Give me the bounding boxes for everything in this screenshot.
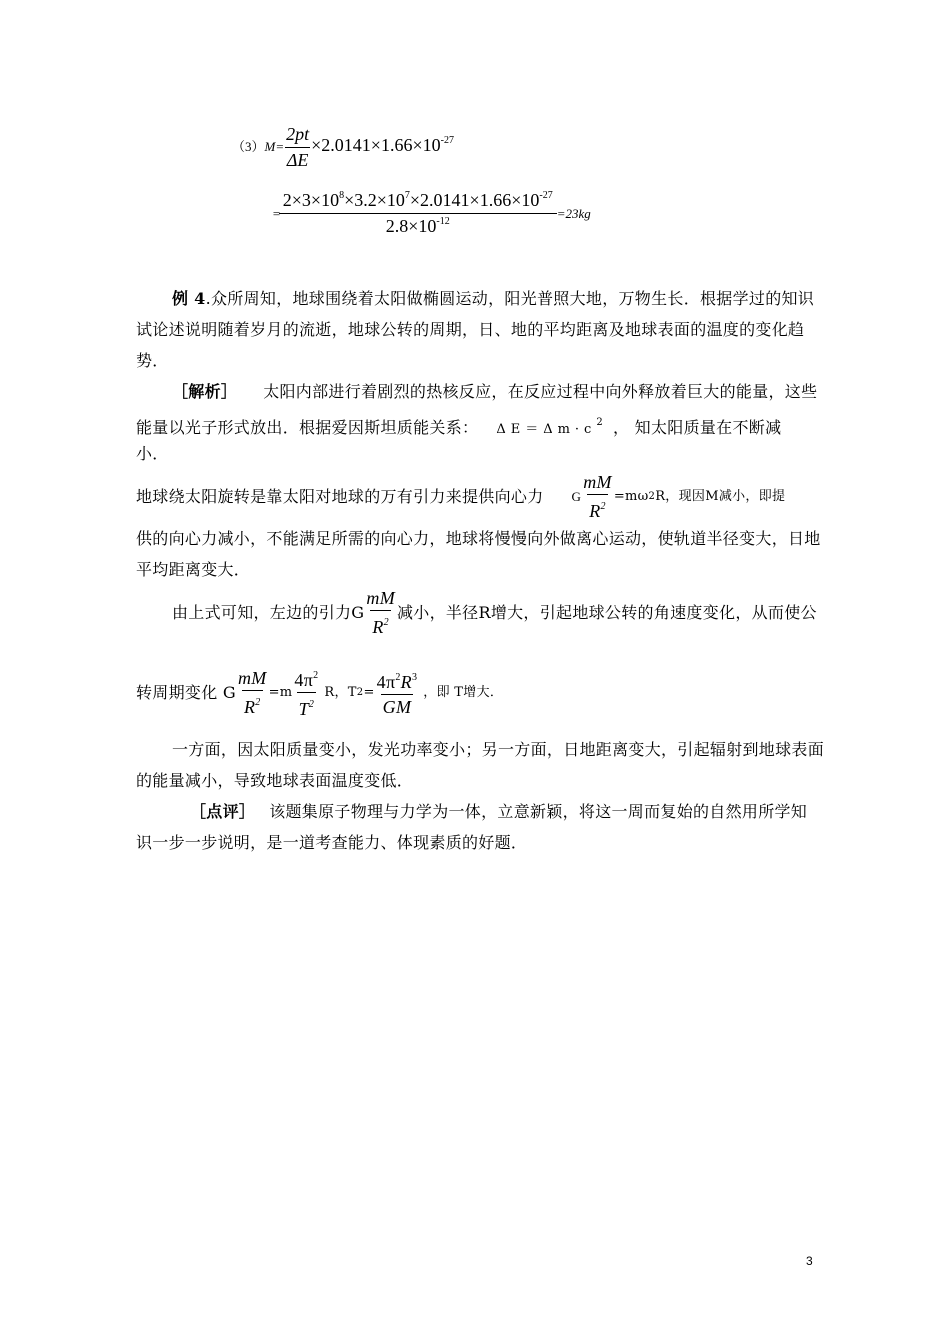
para2-omega: =mω — [613, 488, 649, 504]
analysis-text-2a: 能量以光子形式放出．根据爱因斯坦质能关系： — [136, 418, 479, 437]
eq-tail-exp: -27 — [440, 135, 454, 147]
analysis-para5-line2: 的能量减小，导致地球表面温度变低． — [136, 771, 414, 790]
mM-numerator: mM — [366, 588, 395, 608]
fraction-2pt-over-deltaE — [284, 124, 311, 171]
GM-denominator: GM — [381, 694, 414, 717]
equation-3-evaluation — [272, 190, 591, 237]
analysis-para4 — [136, 666, 503, 719]
num-part-a: 2×3×10 — [282, 190, 340, 210]
example-4-line1 — [172, 289, 814, 309]
R-cubed: R — [400, 672, 412, 692]
analysis-para5-line1: 一方面，因太阳质量变小，发光功率变小；另一方面，日地距离变大，引起辐射到地球表面 — [172, 740, 825, 759]
analysis-para2-line1 — [136, 472, 785, 521]
page-number: 3 — [806, 1254, 813, 1268]
fraction-4pi2R3-over-GM — [375, 668, 420, 717]
R-symbol: R — [372, 617, 384, 637]
eq-tail: ×2.0141×1.66×10 — [311, 135, 441, 156]
analysis-para3 — [172, 588, 817, 637]
num-part-c: ×2.0141×1.66×10 — [409, 190, 540, 210]
4pi: 4π — [294, 670, 314, 690]
mM-numerator: mM — [237, 668, 267, 688]
T-symbol: T — [298, 699, 309, 719]
4pi2-numerator — [292, 666, 320, 692]
para2-text-c: R，现因M减小，即提 — [655, 488, 786, 504]
eq-result: =23kg — [556, 205, 591, 221]
R-exp: 2 — [255, 697, 261, 708]
eq-label: （3） — [232, 139, 265, 155]
example-4-line3: 势． — [136, 351, 169, 370]
4pi-exp: 2 — [313, 670, 319, 681]
gravity-G: G — [571, 488, 582, 504]
example-text-1: .众所周知，地球围绕着太阳做椭圆运动，阳光普照大地，万物生长．根据学过的知识 — [205, 289, 815, 308]
4pi2R3-numerator — [375, 668, 420, 694]
R-exp: 2 — [600, 501, 606, 512]
T2-denominator — [297, 692, 317, 719]
omega-exp: 2 — [648, 490, 656, 502]
comment-text-1: 该题集原子物理与力学为一体，立意新颖，将这一周而复始的自然用所学知 — [269, 802, 808, 821]
analysis-text-1: 太阳内部进行着剧烈的热核反应，在反应过程中向外释放着巨大的能量，这些 — [263, 382, 818, 401]
fraction-evaluation — [281, 190, 555, 237]
R-cubed-exp: 3 — [411, 672, 418, 683]
T-squared-exp: 2 — [356, 686, 364, 698]
4pi-b: 4π — [376, 672, 396, 692]
para3-text-a: 由上式可知，左边的引力G — [172, 602, 365, 622]
para4-text-a: 转周期变化 G — [136, 682, 236, 702]
R-symbol: R — [589, 501, 601, 521]
comment-line2: 识一步一步说明，是一道考查能力、体现素质的好题． — [136, 833, 528, 852]
analysis-para2-line3: 平均距离变大． — [136, 560, 251, 579]
para4-R-T: R，T — [324, 684, 357, 700]
den-part-exp: -12 — [436, 216, 450, 227]
para2-text-a: 地球绕太阳旋转是靠太阳对地球的万有引力来提供向心力 — [136, 486, 544, 506]
mass-energy-equation: ΔE＝Δm·c — [496, 422, 597, 437]
equation-3 — [232, 124, 454, 171]
num-part-b: ×3.2×10 — [344, 190, 405, 210]
R-symbol: R — [243, 697, 256, 717]
fraction-4pi2-over-T2 — [292, 666, 320, 719]
para3-text-b: 减小，半径R增大，引起地球公转的角速度变化，从而使公 — [396, 602, 817, 622]
eq-lhs: M= — [264, 139, 285, 155]
analysis-line2 — [136, 413, 781, 440]
eq-prefix: = — [272, 205, 281, 221]
frac2-denominator — [279, 213, 557, 237]
frac2-numerator — [281, 190, 555, 213]
example-4-line2: 试论述说明随着岁月的流逝，地球公转的周期，日、地的平均距离及地球表面的温度的变化趋 — [136, 320, 805, 339]
num-part-c-exp: -27 — [539, 190, 553, 201]
4pi-b-exp: 2 — [395, 672, 401, 683]
analysis-line1 — [172, 382, 817, 402]
example-label: 例 4 — [172, 289, 206, 308]
para4-eq-m: =m — [268, 684, 293, 700]
R-exp: 2 — [383, 617, 389, 628]
mass-energy-exp: 2 — [596, 417, 603, 428]
fraction-mM-over-R2-b — [364, 588, 397, 637]
R2-denominator — [587, 494, 608, 521]
mM-numerator: mM — [583, 472, 612, 492]
fraction-mM-over-R2 — [581, 472, 614, 521]
R2-denominator — [370, 610, 391, 637]
frac-denominator: ΔE — [285, 147, 311, 171]
para4-text-b: ，即 T增大． — [423, 684, 504, 700]
T-exp: 2 — [308, 699, 315, 710]
comment-line1 — [190, 802, 807, 822]
analysis-line3: 小． — [136, 444, 169, 463]
analysis-para2-line2: 供的向心力减小，不能满足所需的向心力，地球将慢慢向外做离心运动，使轨道半径变大，日地 — [136, 529, 821, 548]
den-part: 2.8×10 — [385, 216, 437, 236]
para4-eq: = — [363, 684, 375, 700]
frac-numerator: 2pt — [286, 124, 310, 144]
analysis-text-2b: ， 知太阳质量在不断减 — [613, 418, 782, 437]
num-part-b-exp: 7 — [404, 190, 410, 201]
comment-label: ［点评］ — [190, 802, 256, 821]
num-part-a-exp: 8 — [339, 190, 345, 201]
R2-denominator — [242, 690, 263, 717]
analysis-label: ［解析］ — [172, 382, 238, 401]
fraction-mM-over-R2-c — [236, 668, 269, 717]
